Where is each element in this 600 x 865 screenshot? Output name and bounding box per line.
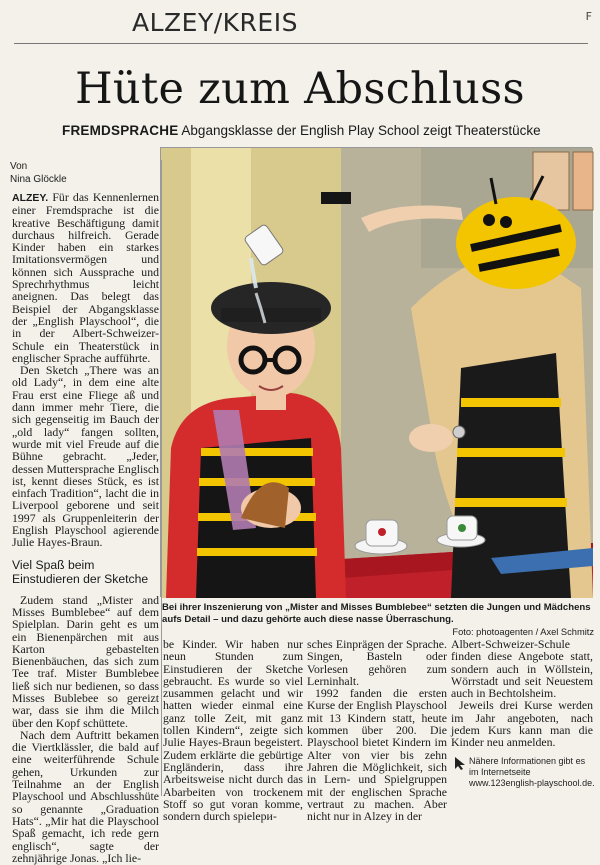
paragraph: sches Einprägen der Sprache. Singen, Basteln oder Vorlesen gehören zum Lerninhalt. [307,637,447,688]
cursor-arrow-icon [455,757,466,770]
paragraph: Zudem stand „Mister and Misses Bumblebee“ auf dem Spielplan. Darin geht es um ein Bienenpärchen mit aus Karton gebastelten Bienenbäuchen, das sich zum Tee traf. Mister Bumblebee ließ sich nur bedienen, so dass Misses Bublebee so gereizt war, dass sie ihm die Milch über den Kopf schüttete. [12,592,159,730]
paragraph: Jeweils drei Kurse werden im Jahr angeboten, nach jedem Kurs kann man die Kinder neu anmelden. [451,698,593,750]
subheadline [62,123,541,138]
article-column-3 [307,637,447,824]
paragraph: 1992 fanden die ersten Kurse der English Playschool mit 13 Kindern statt, heute kommen über 200. Die Playschool bietet Kindern im Alter von vier bis zehn Jahren die Möglichkeit, sich in Lern- und Spielgruppen mit der englischen Sprache vertraut zu machen. Aber nicht nur in Alzey in der [307,686,447,824]
caption-text: Bei ihrer Inszenierung von „Mister and Misses Bumblebee“ setzten die Jungen und Mädchens aufs Detail – und dazu gehörte auch diese nasse Überraschung. [162,602,591,625]
photo-credit: Foto: photoagenten / Axel Schmitz [452,627,594,637]
byline-label: Von [10,161,28,172]
article-photo [160,147,592,597]
page-marker: F [585,10,592,23]
subheadline-kicker: FREMDSPRACHE [62,123,179,138]
column-divider [161,160,162,796]
paragraph-intro-text: Für das Kennenlernen einer Fremdsprache ist die kreative Beschäftigung damit durchaus hilfreich. Gerade Kinder haben ein starkes Imitationsvermögen und können sich Aussprache und Sprechrhythmus leicht aneignen. Das belegt das Beispiel der Abgangsklasse der „English Playschool“, die in der Albert-Schweizer-Schule ein Theaterstück in englischer Sprache aufführte. [12,190,159,365]
paragraph: Den Sketch „There was an old Lady“, in dem eine alte Frau erst eine Fliege aß und dann immer mehr Tiere, die sich gegenseitig im Bauch der „old lady“ fangen sollten, wurde mit viel Freude auf die Bühne gebracht. „Jeder, dessen Muttersprache Englisch ist, kennt dieses Stück, es ist einfach Tradition“, lacht die in Liverpool geborene und seit 1997 als Gruppenleiterin der English Playschool agierende Julie Hayes-Braun. [12,363,159,550]
section-title: ALZEY/KREIS [132,8,298,37]
paragraph: Albert-Schweizer-Schule finden diese Angebote statt, sondern auch in Wöllstein, Wörrstadt und seit Neuestem auch in Bechtolsheim. [451,637,593,701]
paragraph: be Kinder. Wir haben nur neun Stunden zum Einstudieren der Sketche gebraucht. Es wurde so viel zusammen gelacht und wir hatten wieder einmal eine ganz tolle Zeit, mit ganz tollen Kindern“, zeigte sich Julie Hayes-Braun begeistert. Zudem erklärte die gebürtige Engländerin, dass ihre Arbeitsweise nicht durch das Abarbeiten von trockenem Stoff so gut voran komme, sondern durch spielери- [163,637,303,824]
paragraph: Nach dem Auftritt bekamen die Viertklässler, die bald auf eine weiterführende Schule gehen, Urkunden zur Teilnahme an der English Playschool und Abschlusshüte so genannte „Graduation Hats“. „Mir hat die Playschool Spaß gemacht, ich rede gern englisch“, sagte der zehnjährige Jonas. „Ich lie- [12,727,159,865]
article-column-2 [163,637,303,824]
paragraph-intro [12,191,159,364]
info-box [455,756,595,789]
headline: Hüte zum Abschluss [75,64,525,114]
info-text: Nähere Informationen gibt es im Internetseite www.123english-playschool.de. [469,756,595,788]
section-header [14,4,592,44]
photo-caption [162,602,594,638]
photo-illustration [161,148,593,598]
article-column-1 [12,190,159,865]
dateline-city: ALZEY. [12,192,49,204]
byline-author: Nina Glöckle [10,174,67,185]
subheadline-text: Abgangsklasse der English Play School zeigt Theaterstücke [181,123,541,138]
byline [10,160,160,186]
article-subheading: Viel Spaß beim Einstudieren der Sketche [12,557,149,586]
